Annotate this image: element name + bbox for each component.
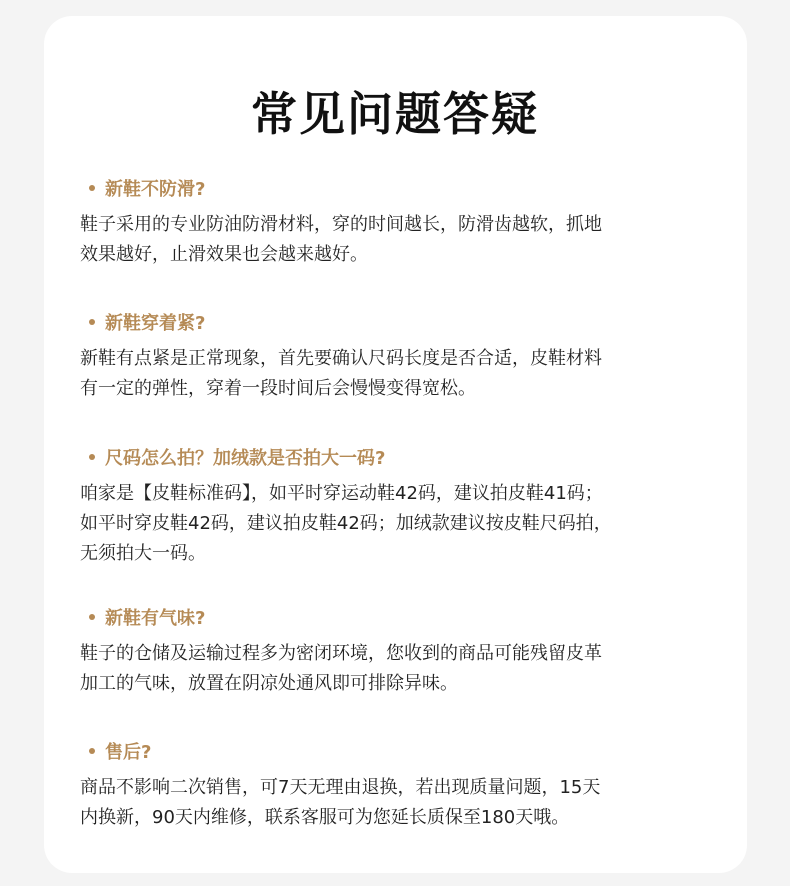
faq-item <box>80 174 720 270</box>
faq-question-text: 售后? <box>105 742 152 763</box>
faq-answer-line: 咱家是【皮鞋标准码】，如平时穿运动鞋42码，建议拍皮鞋41码； <box>80 483 603 504</box>
faq-answer-line: 商品不影响二次销售，可7天无理由退换，若出现质量问题，15天 <box>80 777 601 798</box>
faq-item <box>80 443 720 569</box>
faq-question <box>89 174 720 202</box>
bullet-dot-icon <box>89 748 95 754</box>
bullet-dot-icon <box>89 454 95 460</box>
faq-question-text: 新鞋有气味? <box>105 608 206 629</box>
faq-answer-line: 内换新，90天内维修，联系客服可为您延长质保至180天哦。 <box>80 807 570 828</box>
faq-item <box>80 603 720 699</box>
faq-answer-line: 新鞋有点紧是正常现象，首先要确认尺码长度是否合适，皮鞋材料 <box>80 348 602 369</box>
bullet-dot-icon <box>89 185 95 191</box>
faq-answer-line: 鞋子的仓储及运输过程多为密闭环境，您收到的商品可能残留皮革 <box>80 643 602 664</box>
faq-answer <box>80 210 720 270</box>
faq-question <box>89 603 720 631</box>
faq-item <box>80 308 720 404</box>
faq-answer-line: 如平时穿皮鞋42码，建议拍皮鞋42码；加绒款建议按皮鞋尺码拍， <box>80 513 612 534</box>
faq-question <box>89 737 720 765</box>
faq-answer <box>80 479 720 569</box>
faq-answer <box>80 344 720 404</box>
faq-question-text: 新鞋穿着紧? <box>105 313 206 334</box>
faq-question <box>89 308 720 336</box>
faq-answer <box>80 639 720 699</box>
faq-answer-line: 有一定的弹性，穿着一段时间后会慢慢变得宽松。 <box>80 378 476 399</box>
faq-answer <box>80 773 720 833</box>
faq-question-text: 尺码怎么拍？加绒款是否拍大一码? <box>105 448 386 469</box>
faq-answer-line: 加工的气味，放置在阴凉处通风即可排除异味。 <box>80 673 458 694</box>
faq-item <box>80 737 720 833</box>
faq-answer-line: 无须拍大一码。 <box>80 543 206 564</box>
page-title: 常见问题答疑 <box>251 87 539 141</box>
faq-answer-line: 鞋子采用的专业防油防滑材料，穿的时间越长，防滑齿越软，抓地 <box>80 214 602 235</box>
bullet-dot-icon <box>89 614 95 620</box>
bullet-dot-icon <box>89 319 95 325</box>
faq-question <box>89 443 720 471</box>
faq-answer-line: 效果越好，止滑效果也会越来越好。 <box>80 244 368 265</box>
faq-question-text: 新鞋不防滑? <box>105 179 206 200</box>
